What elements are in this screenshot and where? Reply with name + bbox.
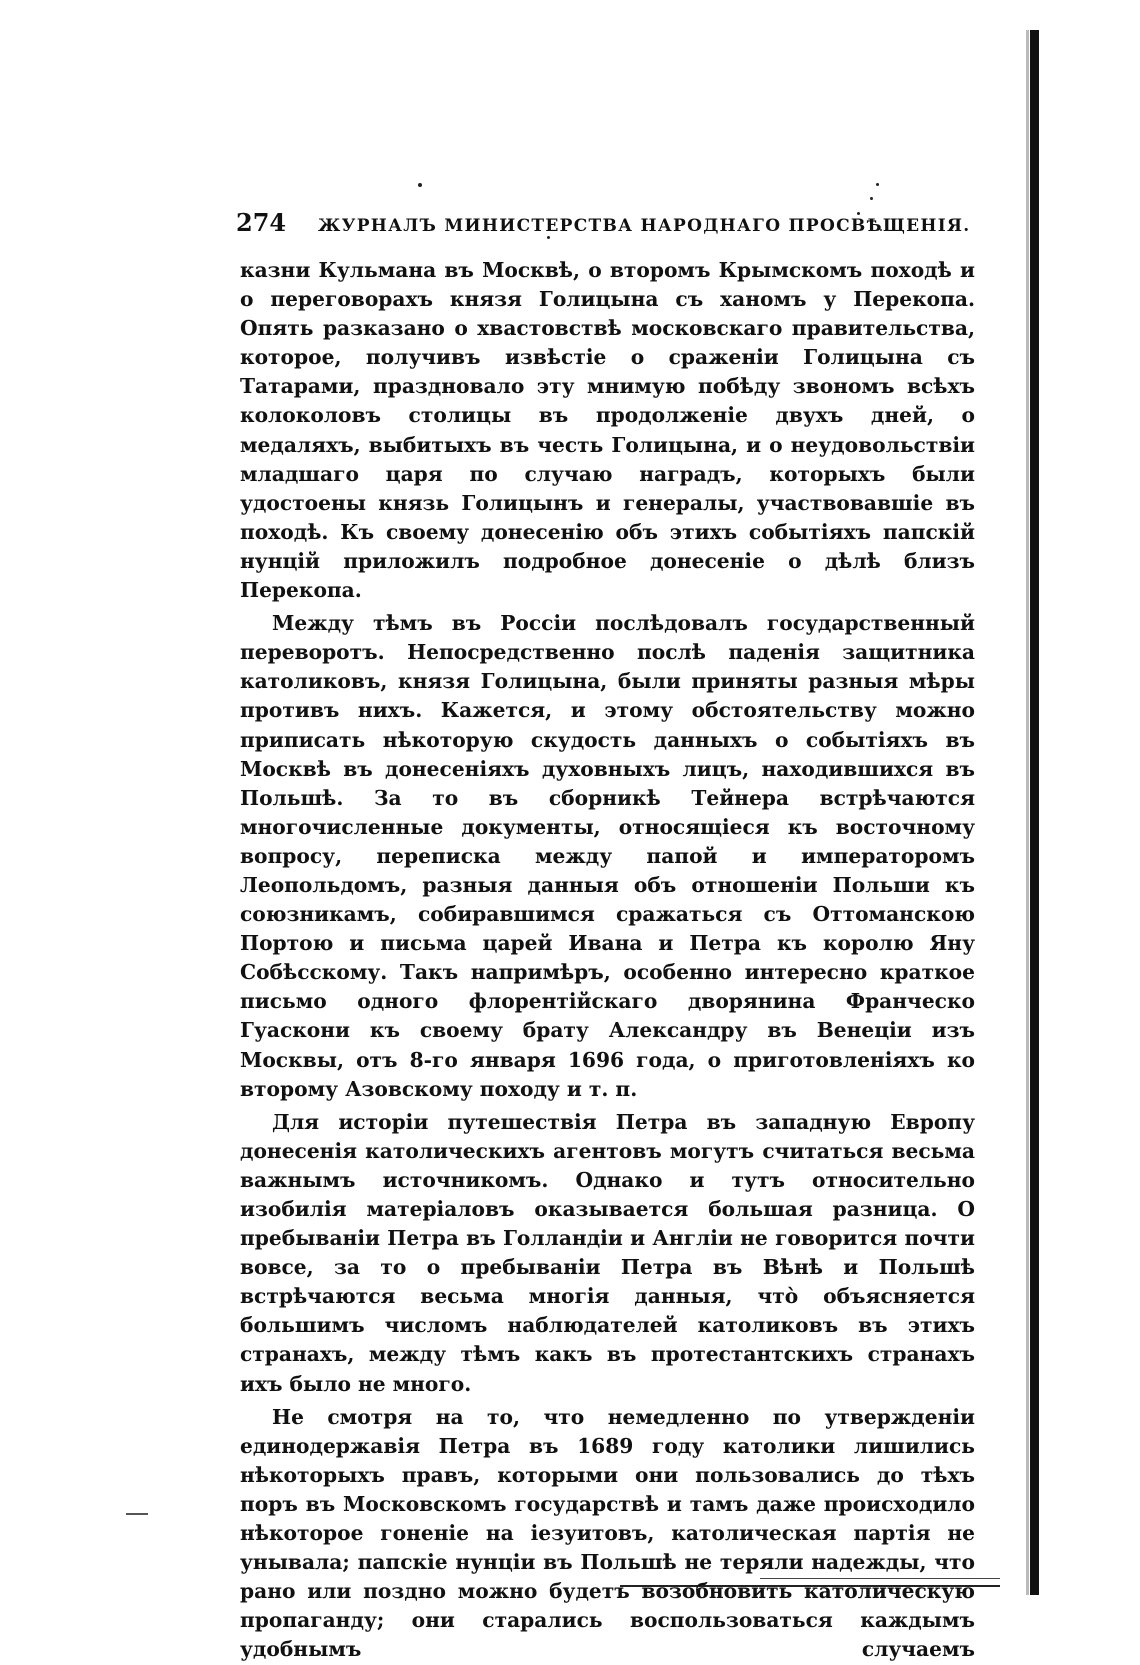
page-edge-shadow bbox=[1026, 30, 1029, 1595]
running-header bbox=[236, 208, 976, 238]
scan-speck bbox=[876, 183, 879, 186]
page-number: 274 bbox=[236, 208, 287, 237]
scan-speck bbox=[870, 197, 873, 200]
paragraph: Для исторіи путешествія Петра въ западную Европу донесенія католическихъ агентовъ могутъ считаться весьма важнымъ источникомъ. Однако и тутъ относительно изобилія матеріаловъ оказывается большая разница. О пребываніи Петра въ Голландіи и Англіи не говорится почти вовсе, за то о пребываніи Петра въ Вѣнѣ и Польшѣ встрѣчаются весьма многія данныя, что̀ объясняется большимъ числомъ наблюдателей католиковъ въ этихъ странахъ, между тѣмъ какъ въ протестантскихъ странахъ ихъ было не много. bbox=[240, 1109, 975, 1396]
margin-mark bbox=[126, 1513, 148, 1515]
paragraph: Не смотря на то, что немедленно по утвержденіи единодержавія Петра въ 1689 году католики лишились нѣкоторыхъ правъ, которыми они пользовались до тѣхъ поръ въ Московскомъ государствѣ и тамъ даже происходило нѣкоторое гоненіе на іезуитовъ, католическая партія не унывала; папскіе нунціи въ Польшѣ не теряли надежды, что рано или поздно можно будетъ возобновить католическую пропаганду; они старались воспользоваться каждымъ удобнымъ случаемъ bbox=[240, 1404, 975, 1662]
paragraph: Между тѣмъ въ Россіи послѣдовалъ государственный переворотъ. Непосредственно послѣ паденія защитника католиковъ, князя Голицына, были приняты разныя мѣры противъ нихъ. Кажется, и этому обстоятельству можно приписать нѣкоторую скудость данныхъ о событіяхъ въ Москвѣ въ донесеніяхъ духовныхъ лицъ, находившихся въ Польшѣ. За то въ сборникѣ Тейнера встрѣчаются многочисленные документы, относящіеся къ восточному вопросу, переписка между папой и императоромъ Леопольдомъ, разныя данныя объ отношеніи Польши къ союзникамъ, собиравшимся сражаться съ Оттоманскою Портою и письма царей Ивана и Петра къ королю Яну Собѣсскому. Такъ напримѣръ, особенно интересно краткое письмо одного флорентійскаго дворянина Франческо Гуаскони къ своему брату Александру въ Венеціи изъ Москвы, отъ 8-го января 1696 года, о приготовленіяхъ ко второму Азовскому походу и т. п. bbox=[240, 611, 975, 1101]
body-text bbox=[240, 256, 975, 1665]
page-edge-binding bbox=[1030, 30, 1039, 1595]
paragraph-continued: казни Кульмана въ Москвѣ, о второмъ Крымскомъ походѣ и о переговорахъ князя Голицына съ ханомъ у Перекопа. Опять разказано о хвастовствѣ московскаго правительства, которое, получивъ извѣстіе о сраженіи Голицына съ Татарами, праздновало эту мнимую побѣду звономъ всѣхъ колоколовъ столицы въ продолженіе двухъ дней, о медаляхъ, выбитыхъ въ честь Голицына, и о неудовольствіи младшаго царя по случаю наградъ, которыхъ были удостоены князь Голицынъ и генералы, участвовавшіе въ походѣ. Къ своему донесенію объ этихъ событіяхъ папскій нунцій приложилъ подробное донесеніе о дѣлѣ близъ Перекопа. bbox=[240, 258, 975, 603]
running-title: ЖУРНАЛЪ МИНИСТЕРСТВА НАРОДНАГО ПРОСВѢЩЕНІЯ. bbox=[318, 216, 971, 236]
scan-speck bbox=[418, 183, 422, 187]
